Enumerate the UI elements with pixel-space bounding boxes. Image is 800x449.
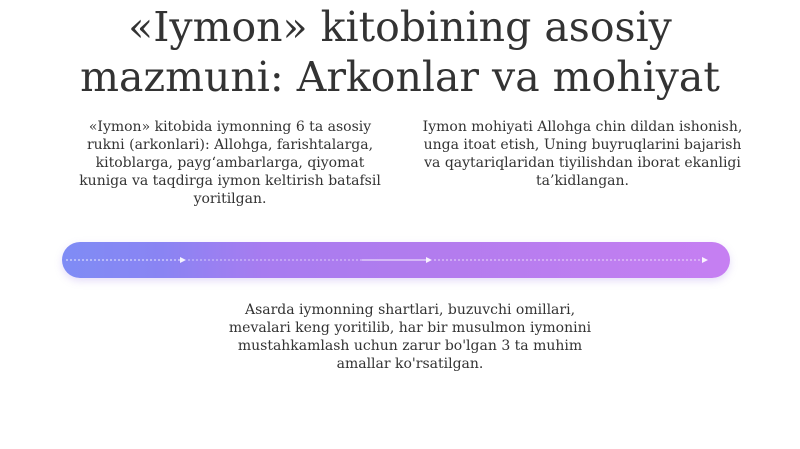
text-block-mohiyat: Iymon mohiyati Allohga chin dildan ishonish, unga itoat etish, Uning buyruqlarini bajarish va qaytariqlaridan tiyilishdan iborat ekanligi ta’kidlangan. bbox=[422, 119, 743, 189]
timeline-arrows bbox=[62, 242, 730, 278]
page-title bbox=[0, 2, 800, 102]
title-line-1: «Iymon» kitobining asosiy bbox=[128, 3, 672, 51]
timeline-arrowhead-3 bbox=[702, 257, 708, 263]
text-block-shartlar: Asarda iymonning shartlari, buzuvchi omillari, mevalari keng yoritilib, har bir musulmon iymonini mustahkamlash uchun zarur bo'lgan 3 ta muhim amallar ko'rsatilgan. bbox=[228, 302, 592, 372]
timeline-bar bbox=[62, 242, 730, 278]
title-line-2: mazmuni: Arkonlar va mohiyat bbox=[80, 53, 720, 101]
timeline-arrowhead-2 bbox=[426, 257, 432, 263]
timeline-arrowhead-1 bbox=[180, 257, 186, 263]
text-block-arkonlar: «Iymon» kitobida iymonning 6 ta asosiy rukni (arkonlari): Allohga, farishtalarga, kitoblarga, payg‘ambarlarga, qiyomat kuniga va taqdirga iymon keltirish batafsil yoritilgan. bbox=[79, 119, 381, 207]
